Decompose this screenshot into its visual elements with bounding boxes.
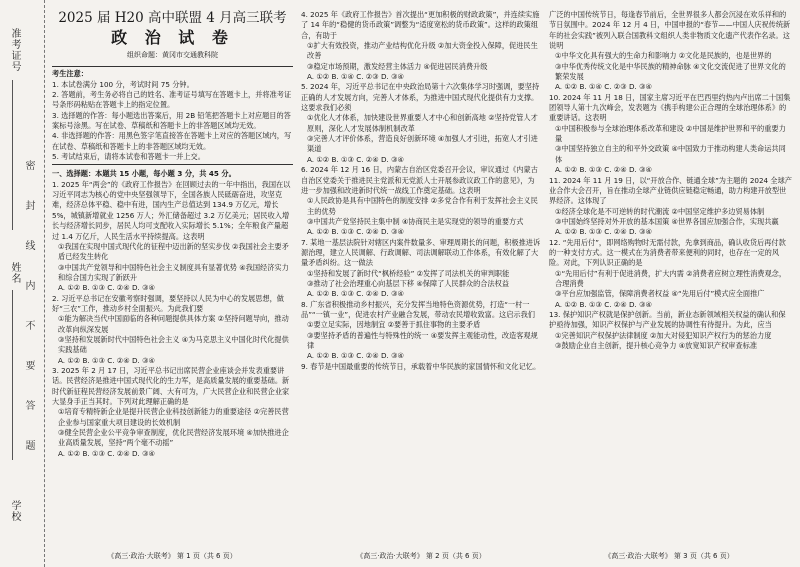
question-stem: 3. 2025 年 2 月 17 日，习近平总书记出席民营企业座谈会并发表重要讲话。民营经济是推进中国式现代化的生力军，是高质量发展的重要基础。新时代新征程民营经济发展前景广阔、大有可为，广大民营企业和民营企业家大显身手正当其时。下列对此理解正确的是: [52, 365, 290, 406]
question-options: A. ①② B. ①③ C. ②④ D. ③④: [307, 227, 404, 237]
question-options: ①人民政协是具有中国特色的制度安排 ②多党合作有利于发挥社会主义民主的优势: [307, 196, 538, 216]
question-stem: 1. 2025 年“两会”的《政府工作报告》在回顾过去的一年中指出，我国在以习近平同志为核心的党中央坚强领导下，全国各族人民砥砺奋进，攻坚克难，经济总体平稳、稳中有进，国内生产总值达到 134.9 万亿元，增长 5%，城镇新增就业 1256 万人；外汇储备超过 3.2 万亿美元；居民收入增长与经济增长同步，居民人均可支配收入实际增长 5.1%；全年粮食产量超过 1.4 万亿斤，人民生活水平持续提高。这表明: [52, 179, 291, 241]
exam-no-label: 准考证号: [9, 28, 20, 72]
question-options: ③鼓励企业自主创新，提升核心竞争力 ④放宽知识产权审查标准: [555, 341, 758, 350]
seal-text: 密封线内不要答题: [23, 160, 34, 480]
question-options: ①中华文化具有强大的生命力和影响力 ②文化是民族的，也是世界的: [555, 51, 772, 61]
notice-item: 3. 选择题的作答：每小题选出答案后，用 2B 铅笔把答题卡上对应题目的答案标号涂黑。写在试卷、草稿纸和答题卡上的非答题区域均无效。: [52, 110, 291, 131]
exam-no-line: [12, 80, 13, 230]
question-options: A. ①② B. ①③ C. ②④ D. ③④: [307, 154, 404, 164]
column-2-questions: [301, 10, 541, 372]
question-stem: 13. 保护知识产权就是保护创新。当前，新业态新领域相关权益的确认和保护亟待加强，知识产权保护与产业发展的协调性有待提升。为此，应当: [549, 309, 786, 330]
school-label: 学校: [9, 500, 20, 522]
question-stem: 4. 2025 年《政府工作报告》首次提出“更加积极的财政政策”，并连续实施了 14 年的“稳健的货币政策”调整为“适度宽松的货币政策”。这样的政策组合，有助于: [301, 10, 540, 40]
question-options: ①培育专精特新企业是提升民营企业科技创新能力的重要途径 ②完善民营企业参与国家重大项目建设的长效机制: [58, 407, 289, 427]
column-1: [52, 10, 293, 459]
question-options: ③中华优秀传统文化是中华民族的精神命脉 ④文化交流促进了世界文化的繁荣发展: [555, 61, 786, 82]
author-line: 组织命题：黄冈市交通教科院: [127, 51, 218, 59]
question-options: A. ①② B. ①③ C. ②④ D. ③④: [555, 227, 652, 237]
seal-sidebar: [0, 0, 45, 567]
question-options: ③中国始终坚持对外开放的基本国策 ④世界各国应加强合作，实现共赢: [555, 216, 779, 226]
question-options: ①经济全球化是不可逆转的时代潮流 ②中国坚定维护多边贸易体制: [555, 206, 765, 216]
column-3: [549, 10, 792, 351]
question-options: ①坚持和发展了新时代“枫桥经验” ②发挥了司法机关的审判职能: [307, 268, 510, 278]
question-stem: 7. 某地一基层法院针对辖区内案件数量多、审理周期长的问题，积极推进诉源治理，建立人民调解、行政调解、司法调解联动工作体系，有效化解了大量矛盾纠纷。这一做法: [301, 237, 541, 268]
name-label: 姓名: [9, 262, 20, 284]
question-stem: 10. 2024 年 11 月 18 日，国家主席习近平在巴西里约热内卢出席二十国集团领导人第十九次峰会，发表题为《携手构建公正合理的全球治理体系》的重要讲话。这表明: [549, 92, 791, 123]
section-heading: 一、选择题：本题共 15 小题，每小题 3 分，共 45 分。: [52, 169, 236, 179]
column-2: [301, 10, 541, 372]
question-stem: 2. 习近平总书记在安徽考察时强调，要坚持以人民为中心的发展思想，做好“三农”工作，推动乡村全面振兴。为此我们要: [52, 293, 284, 313]
question-options: A. ①② B. ①③ C. ②④ D. ③④: [307, 351, 404, 361]
column-3-questions: [549, 10, 792, 351]
question-options: ①中国积极参与全球治理体系改革和建设 ②中国是维护世界和平的重要力量: [555, 123, 786, 144]
question-options: A. ①② B. ①③ C. ②④ D. ③④: [555, 299, 652, 309]
question-options: A. ①② B. ①③ C. ②④ D. ③④: [307, 289, 404, 299]
notice-item: 4. 非选择题的作答：用黑色签字笔直接答在答题卡上对应的答题区域内，写在试卷、草稿纸和答题卡上的非答题区域均无效。: [52, 131, 292, 151]
question-options: A. ①② B. ①④ C. ②③ D. ③④: [307, 72, 404, 82]
footer-page-1: 《高三·政治·大联考》 第 1 页（共 6 页）: [107, 552, 237, 560]
question-options: ①“先用后付”有利于促进消费，扩大内需 ②消费者应树立理性消费观念，合理消费: [555, 268, 787, 288]
question-options: ③中国坚持独立自主的和平外交政策 ④中国致力于推动构建人类命运共同体: [555, 144, 786, 164]
question-stem: 9. 春节是中国最重要的传统节日，承载着中华民族的家国情怀和文化记忆。: [301, 361, 541, 371]
question-stem: 8. 广东省积极推动乡村振兴，充分发挥当地特色资源优势，打造“一村一品”“一镇一业”，促进农村产业融合发展，带动农民增收致富。这启示我们: [301, 299, 535, 319]
question-options: ①优化人才体系，加快建设世界重要人才中心和创新高地 ②坚持党管人才原则，深化人才发展体制机制改革: [307, 113, 538, 133]
notice-box: [52, 66, 293, 165]
question-options: A. ①② B. ①③ C. ②④ D. ③④: [58, 283, 155, 293]
notice-item: 5. 考试结束后，请将本试卷和答题卡一并上交。: [52, 152, 205, 162]
question-options: ③健全民营企业公平竞争审查制度，优化民营经济发展环境 ④加快推进企业高质量发展，坚持“两个毫不动摇”: [58, 428, 289, 448]
question-options: A. ①② B. ①③ C. ②④ D. ③④: [58, 448, 155, 458]
question-options: ①完善知识产权保护法律制度 ②加大对侵犯知识产权行为的惩治力度: [555, 330, 772, 340]
question-stem: 5. 2024 年，习近平总书记在中央政治局第十六次集体学习时强调，要坚持正确的人才发展方向，完善人才体系，为推进中国式现代化提供有力支撑。这要求我们必须: [301, 82, 540, 113]
question-options: ③坚持和发展新时代中国特色社会主义 ④为马克思主义中国化时代化提供实践基础: [58, 334, 289, 355]
question-stem: 12. “先用后付”，即网络购物时无需付款，先拿到商品，确认收货后再付款的一种支付方式。这一模式在为消费者带来便利的同时，也存在一定的风险。对此，下列认识正确的是: [549, 237, 786, 268]
question-stem: 6. 2024 年 12 月 16 日，内蒙古自治区党委召开会议，审议通过《内蒙古自治区党委关于推进民主党派和无党派人士开展参政议政工作的意见》，为进一步加强和改进新时代统一战线工作奠定基础。这表明: [301, 165, 538, 195]
question-options: ③要坚持矛盾的普遍性与特殊性的统一 ④要发挥主观能动性，改造客观规律: [307, 330, 538, 350]
question-options: ③推动了社会治理重心向基层下移 ④保障了人民群众的合法权益: [307, 278, 510, 288]
question-options: ③完善人才评价体系，营造良好创新环境 ④加强人才引进，拓宽人才引进渠道: [307, 134, 538, 154]
subject-title: 政 治 试 卷: [111, 28, 234, 47]
column-1-questions: [52, 169, 293, 459]
question-options: A. ①② B. ①④ C. ②③ D. ③④: [555, 82, 652, 92]
question-options: ③稳定市场预期，激发经营主体活力 ④促进居民消费升级: [307, 61, 488, 71]
question-options: ①我国在实现中国式现代化的征程中迈出新的坚实步伐 ②我国社会主要矛盾已经发生转化: [58, 241, 289, 262]
notice-item: 2. 答题前，考生务必将自己的姓名、准考证号填写在答题卡上，并将准考证号条形码粘贴在答题卡上的指定位置。: [52, 90, 292, 110]
notice-item: 1. 本试卷满分 100 分，考试时间 75 分钟。: [52, 79, 194, 89]
exam-title: 2025 届 H20 高中联盟 4 月高三联考: [58, 10, 287, 26]
question-options: ①能为解决当代中国面临的各种问题提供具体方案 ②坚持问题导向，推动改革向纵深发展: [58, 314, 289, 334]
question-options: ①要立足实际，因地制宜 ②要善于抓住事物的主要矛盾: [307, 320, 481, 330]
footer-page-3: 《高三·政治·大联考》 第 3 页（共 6 页）: [604, 552, 734, 560]
name-line: [12, 290, 13, 460]
notice-title: 考生注意：: [52, 69, 88, 79]
question-options: A. ①② B. ①③ C. ②④ D. ③④: [58, 355, 155, 365]
question-options: ③平台应加强监管，保障消费者权益 ④“先用后付”模式应全面推广: [555, 289, 765, 299]
question-options: ③中国共产党坚持民主集中制 ④协商民主是实现党的领导的重要方式: [307, 216, 524, 226]
question-stem: 11. 2024 年 11 月 19 日，以“开放合作、链通全球”为主题的 2024 全球产业合作大会召开，旨在推动全球产业链供应链稳定畅通，助力构建开放型世界经济。这体现了: [549, 175, 792, 206]
question-options: A. ①② B. ①③ C. ②④ D. ③④: [555, 165, 652, 175]
question-stem: 广泛的中国传统节日，每逢春节前后，全世界很多人都会沉浸在欢乐祥和的节日氛围中。2024 年 12 月 4 日，中国申报的“春节——中国人庆祝传统新年的社会实践”被列入联合国教科文组织人类非物质文化遗产代表作名录。这说明: [549, 10, 791, 51]
question-options: ①扩大有效投资，推动产业结构优化升级 ②加大资金投入保障，促进民生改善: [307, 41, 538, 61]
question-options: ③中国共产党领导和中国特色社会主义制度具有显著优势 ④我国经济实力和综合国力实现了新跃升: [58, 262, 289, 282]
footer-page-2: 《高三·政治·大联考》 第 2 页（共 6 页）: [356, 552, 486, 560]
